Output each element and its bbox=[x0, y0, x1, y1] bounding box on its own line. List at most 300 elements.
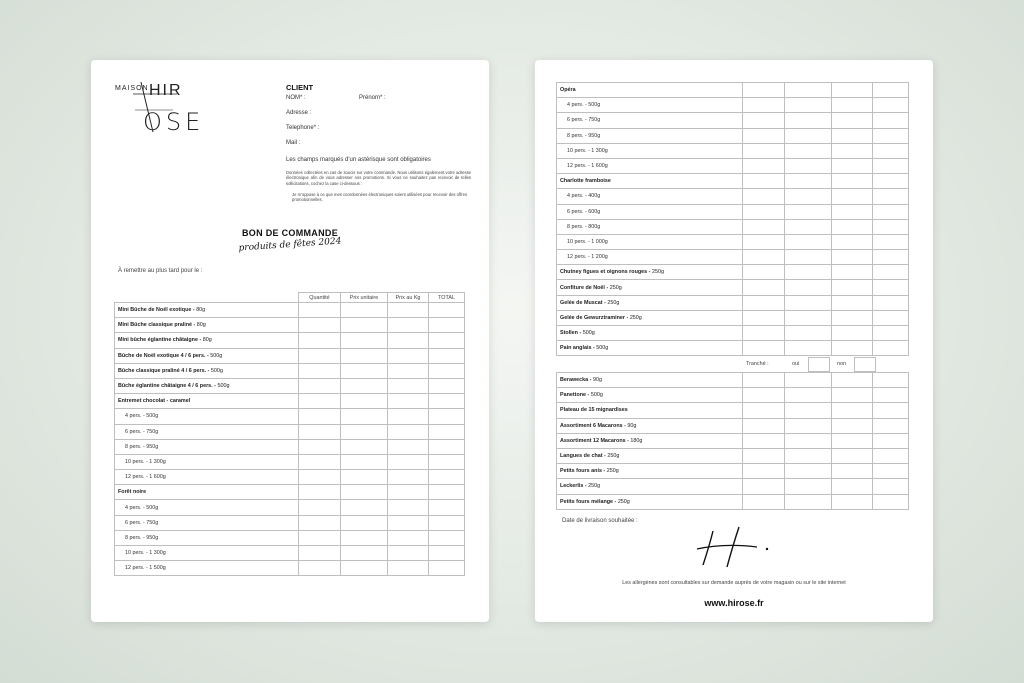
product-title: Gelée de Gewurztraminer - bbox=[560, 314, 630, 321]
tranche-option bbox=[556, 357, 908, 372]
table-row bbox=[557, 341, 909, 356]
quantity-cell[interactable] bbox=[299, 546, 341, 561]
telephone-field[interactable]: Telephone* : bbox=[286, 125, 320, 131]
header-blank bbox=[115, 293, 299, 303]
product-name bbox=[557, 464, 743, 479]
unit-price-cell bbox=[341, 439, 388, 454]
unit-price-cell bbox=[785, 143, 832, 158]
unit-price-cell bbox=[341, 470, 388, 485]
table-row bbox=[557, 219, 909, 234]
unit-price-cell bbox=[785, 388, 832, 403]
table-row bbox=[557, 464, 909, 479]
quantity-cell[interactable] bbox=[743, 250, 785, 265]
product-name: 6 pers. - 600g bbox=[557, 204, 743, 219]
kg-price-cell bbox=[832, 479, 873, 494]
quantity-cell[interactable] bbox=[299, 378, 341, 393]
product-name: 6 pers. - 750g bbox=[115, 515, 299, 530]
table-row bbox=[557, 388, 909, 403]
quantity-cell[interactable] bbox=[743, 280, 785, 295]
quantity-cell[interactable] bbox=[299, 318, 341, 333]
product-name: 12 pers. - 1 500g bbox=[115, 561, 299, 576]
total-cell bbox=[429, 424, 465, 439]
unit-price-cell bbox=[785, 373, 832, 388]
product-name: 8 pers. - 950g bbox=[115, 439, 299, 454]
quantity-cell[interactable] bbox=[299, 485, 341, 500]
quantity-cell[interactable] bbox=[299, 500, 341, 515]
kg-price-cell bbox=[832, 388, 873, 403]
quantity-cell[interactable] bbox=[299, 561, 341, 576]
order-table-right-bottom bbox=[556, 372, 909, 510]
quantity-cell[interactable] bbox=[743, 373, 785, 388]
unit-price-cell bbox=[785, 448, 832, 463]
quantity-cell[interactable] bbox=[743, 388, 785, 403]
product-title: Mini Bûche classique praliné - bbox=[118, 322, 197, 329]
quantity-cell[interactable] bbox=[743, 494, 785, 509]
product-weight: 500g bbox=[210, 352, 223, 359]
tranche-oui-checkbox[interactable] bbox=[808, 357, 830, 372]
quantity-cell[interactable] bbox=[743, 204, 785, 219]
product-name: 12 pers. - 1 200g bbox=[557, 250, 743, 265]
product-name bbox=[557, 280, 743, 295]
kg-price-cell bbox=[388, 378, 429, 393]
product-weight: 80g bbox=[196, 322, 206, 329]
unit-price-cell bbox=[341, 303, 388, 318]
total-cell bbox=[429, 454, 465, 469]
product-weight: 250g bbox=[606, 468, 619, 475]
kg-price-cell bbox=[832, 448, 873, 463]
order-form-page-1 bbox=[91, 60, 489, 622]
kg-price-cell bbox=[832, 418, 873, 433]
unit-price-cell bbox=[341, 424, 388, 439]
nom-field[interactable]: NOM* : bbox=[286, 95, 306, 101]
table-row bbox=[115, 439, 465, 454]
product-name: 10 pers. - 1 300g bbox=[115, 454, 299, 469]
kg-price-cell bbox=[388, 363, 429, 378]
total-cell bbox=[873, 128, 909, 143]
product-name bbox=[557, 433, 743, 448]
table-row bbox=[557, 494, 909, 509]
table-row bbox=[115, 470, 465, 485]
table-row bbox=[557, 98, 909, 113]
quantity-cell[interactable] bbox=[743, 234, 785, 249]
product-weight: 250g bbox=[607, 453, 620, 460]
unit-price-cell bbox=[785, 83, 832, 98]
product-name bbox=[115, 485, 299, 500]
kg-price-cell bbox=[832, 433, 873, 448]
logo-maison: MAISON bbox=[115, 85, 149, 92]
total-cell bbox=[429, 318, 465, 333]
product-title: Bûche églantine châtaigne 4 / 6 pers. - bbox=[118, 383, 218, 390]
product-name: 4 pers. - 400g bbox=[557, 189, 743, 204]
total-cell bbox=[873, 479, 909, 494]
quantity-cell[interactable] bbox=[743, 219, 785, 234]
quantity-cell[interactable] bbox=[743, 479, 785, 494]
table-row bbox=[557, 265, 909, 280]
unit-price-cell bbox=[785, 113, 832, 128]
kg-price-cell bbox=[388, 409, 429, 424]
unit-price-cell bbox=[785, 128, 832, 143]
total-cell bbox=[429, 485, 465, 500]
mail-field[interactable]: Mail : bbox=[286, 140, 301, 146]
quantity-cell[interactable] bbox=[743, 341, 785, 356]
product-name: 10 pers. - 1 300g bbox=[557, 143, 743, 158]
total-cell bbox=[873, 204, 909, 219]
allergen-note: Les allergènes sont consultables sur demande auprès de votre magasin ou sur le site internet bbox=[622, 580, 846, 586]
product-name bbox=[557, 174, 743, 189]
unit-price-cell bbox=[785, 158, 832, 173]
privacy-note: Données collectées en cas de soucis sur votre commande. Nous utilisons également votre adresse électronique afin de vous adresser nos promotions. Si vous ne souhaitez pas recevoir de telles sollicitations, cochez la case ci-dessous : bbox=[286, 170, 471, 186]
unit-price-cell bbox=[341, 561, 388, 576]
product-title: Berawecka - bbox=[560, 377, 593, 384]
unit-price-cell bbox=[341, 515, 388, 530]
table-row bbox=[557, 189, 909, 204]
kg-price-cell bbox=[832, 219, 873, 234]
product-name: 8 pers. - 800g bbox=[557, 219, 743, 234]
product-name bbox=[115, 348, 299, 363]
kg-price-cell bbox=[388, 318, 429, 333]
kg-price-cell bbox=[832, 326, 873, 341]
product-name bbox=[115, 363, 299, 378]
header-prix-kg: Prix au Kg bbox=[388, 293, 429, 303]
kg-price-cell bbox=[832, 98, 873, 113]
kg-price-cell bbox=[832, 158, 873, 173]
website-link[interactable]: www.hirose.fr bbox=[704, 598, 764, 608]
total-cell bbox=[873, 295, 909, 310]
header-quantite: Quantité bbox=[299, 293, 341, 303]
quantity-cell[interactable] bbox=[299, 303, 341, 318]
kg-price-cell bbox=[388, 500, 429, 515]
kg-price-cell bbox=[388, 470, 429, 485]
kg-price-cell bbox=[388, 424, 429, 439]
optout-checkbox-label[interactable]: Je m'oppose à ce que mes coordonnées électroniques soient utilisées pour recevoir des offres promotionnelles. bbox=[292, 191, 468, 203]
kg-price-cell bbox=[388, 515, 429, 530]
quantity-cell[interactable] bbox=[743, 403, 785, 418]
unit-price-cell bbox=[785, 295, 832, 310]
total-cell bbox=[429, 409, 465, 424]
product-name bbox=[557, 448, 743, 463]
quantity-cell[interactable] bbox=[299, 394, 341, 409]
product-weight: 250g bbox=[651, 269, 664, 276]
kg-price-cell bbox=[388, 561, 429, 576]
kg-price-cell bbox=[388, 303, 429, 318]
product-name bbox=[557, 295, 743, 310]
table-row bbox=[557, 479, 909, 494]
table-row bbox=[557, 234, 909, 249]
table-row bbox=[557, 373, 909, 388]
deadline-label: À remettre au plus tard pour le : bbox=[118, 268, 203, 274]
unit-price-cell bbox=[785, 174, 832, 189]
product-name bbox=[557, 326, 743, 341]
product-name: 4 pers. - 500g bbox=[115, 409, 299, 424]
unit-price-cell bbox=[341, 485, 388, 500]
unit-price-cell bbox=[341, 409, 388, 424]
kg-price-cell bbox=[832, 83, 873, 98]
table-row bbox=[115, 424, 465, 439]
table-row bbox=[115, 546, 465, 561]
total-cell bbox=[873, 464, 909, 479]
table-row bbox=[557, 128, 909, 143]
product-weight: 500g bbox=[582, 330, 595, 337]
product-title: Mini bûche églantine châtaigne - bbox=[118, 337, 203, 344]
product-name bbox=[115, 378, 299, 393]
total-cell bbox=[873, 403, 909, 418]
table-row bbox=[557, 158, 909, 173]
client-section bbox=[286, 83, 471, 202]
kg-price-cell bbox=[832, 250, 873, 265]
unit-price-cell bbox=[785, 494, 832, 509]
quantity-cell[interactable] bbox=[743, 464, 785, 479]
product-title: Opéra bbox=[560, 87, 576, 94]
total-cell bbox=[873, 326, 909, 341]
quantity-cell[interactable] bbox=[299, 454, 341, 469]
product-title: Chutney figues et oignons rouges - bbox=[560, 269, 652, 276]
table-row bbox=[115, 500, 465, 515]
product-name bbox=[557, 310, 743, 325]
product-title: Bûche classique praliné 4 / 6 pers. - bbox=[118, 367, 211, 374]
product-weight: 500g bbox=[210, 367, 223, 374]
table-row bbox=[557, 433, 909, 448]
hirose-signature-icon bbox=[695, 525, 775, 569]
tranche-non: non bbox=[837, 361, 846, 367]
unit-price-cell bbox=[785, 234, 832, 249]
quantity-cell[interactable] bbox=[743, 310, 785, 325]
kg-price-cell bbox=[832, 403, 873, 418]
unit-price-cell bbox=[785, 250, 832, 265]
quantity-cell[interactable] bbox=[743, 113, 785, 128]
quantity-cell[interactable] bbox=[743, 326, 785, 341]
unit-price-cell bbox=[785, 189, 832, 204]
product-name bbox=[557, 341, 743, 356]
product-name bbox=[557, 373, 743, 388]
product-title: Panettone - bbox=[560, 392, 591, 399]
product-name bbox=[557, 494, 743, 509]
unit-price-cell bbox=[785, 433, 832, 448]
quantity-cell[interactable] bbox=[743, 448, 785, 463]
total-cell bbox=[873, 174, 909, 189]
header-total: TOTAL bbox=[429, 293, 465, 303]
unit-price-cell bbox=[785, 403, 832, 418]
adresse-field[interactable]: Adresse : bbox=[286, 110, 312, 116]
client-title: CLIENT bbox=[286, 83, 314, 92]
total-cell bbox=[873, 113, 909, 128]
product-name bbox=[557, 83, 743, 98]
product-weight: 500g bbox=[590, 392, 603, 399]
total-cell bbox=[873, 83, 909, 98]
product-weight: 500g bbox=[596, 345, 609, 352]
product-name bbox=[557, 388, 743, 403]
table-row bbox=[557, 204, 909, 219]
total-cell bbox=[429, 348, 465, 363]
quantity-cell[interactable] bbox=[299, 470, 341, 485]
kg-price-cell bbox=[388, 454, 429, 469]
order-subtitle: produits de fêtes 2024 bbox=[238, 236, 342, 254]
product-weight: 250g bbox=[607, 299, 620, 306]
table-header bbox=[115, 293, 465, 303]
quantity-cell[interactable] bbox=[299, 515, 341, 530]
tranche-oui: oui bbox=[792, 361, 800, 367]
product-weight: 250g bbox=[588, 483, 601, 490]
product-title: Bûche de Noël exotique 4 / 6 pers. - bbox=[118, 352, 211, 359]
unit-price-cell bbox=[785, 204, 832, 219]
table-row bbox=[557, 143, 909, 158]
header-prix-unitaire: Prix unitaire bbox=[341, 293, 388, 303]
quantity-cell[interactable] bbox=[299, 348, 341, 363]
unit-price-cell bbox=[341, 318, 388, 333]
table-row bbox=[557, 326, 909, 341]
kg-price-cell bbox=[388, 546, 429, 561]
total-cell bbox=[873, 373, 909, 388]
total-cell bbox=[873, 250, 909, 265]
kg-price-cell bbox=[388, 394, 429, 409]
prenom-field[interactable]: Prénom* : bbox=[359, 95, 386, 101]
quantity-cell[interactable] bbox=[743, 128, 785, 143]
total-cell bbox=[429, 470, 465, 485]
required-note: Les champs marqués d'un astérisque sont obligatoires bbox=[286, 157, 431, 163]
product-title: Confiture de Noël - bbox=[560, 284, 610, 291]
quantity-cell[interactable] bbox=[299, 439, 341, 454]
total-cell bbox=[873, 448, 909, 463]
kg-price-cell bbox=[388, 439, 429, 454]
product-title: Petits fours anis - bbox=[560, 468, 607, 475]
unit-price-cell bbox=[785, 341, 832, 356]
product-title: Langues de chat - bbox=[560, 453, 608, 460]
quantity-cell[interactable] bbox=[743, 83, 785, 98]
product-weight: 80g bbox=[196, 307, 206, 314]
product-weight: 80g bbox=[202, 337, 212, 344]
kg-price-cell bbox=[832, 204, 873, 219]
kg-price-cell bbox=[832, 113, 873, 128]
kg-price-cell bbox=[832, 341, 873, 356]
quantity-cell[interactable] bbox=[743, 174, 785, 189]
product-name: 10 pers. - 1 300g bbox=[115, 546, 299, 561]
total-cell bbox=[873, 418, 909, 433]
unit-price-cell bbox=[341, 546, 388, 561]
total-cell bbox=[429, 303, 465, 318]
quantity-cell[interactable] bbox=[743, 143, 785, 158]
product-name: 6 pers. - 750g bbox=[115, 424, 299, 439]
product-name: 6 pers. - 750g bbox=[557, 113, 743, 128]
kg-price-cell bbox=[832, 143, 873, 158]
quantity-cell[interactable] bbox=[743, 98, 785, 113]
kg-price-cell bbox=[832, 464, 873, 479]
quantity-cell[interactable] bbox=[299, 424, 341, 439]
table-row bbox=[115, 394, 465, 409]
logo-ose: OSE bbox=[143, 108, 205, 136]
order-table-right-top bbox=[556, 82, 909, 356]
kg-price-cell bbox=[832, 373, 873, 388]
kg-price-cell bbox=[388, 485, 429, 500]
quantity-cell[interactable] bbox=[743, 265, 785, 280]
total-cell bbox=[873, 310, 909, 325]
order-form-page-2 bbox=[535, 60, 933, 622]
product-name: 8 pers. - 950g bbox=[115, 530, 299, 545]
quantity-cell[interactable] bbox=[743, 433, 785, 448]
quantity-cell[interactable] bbox=[299, 530, 341, 545]
product-name bbox=[115, 394, 299, 409]
product-name: 10 pers. - 1 000g bbox=[557, 234, 743, 249]
unit-price-cell bbox=[785, 219, 832, 234]
table-row bbox=[557, 113, 909, 128]
total-cell bbox=[873, 494, 909, 509]
product-title: Assortiment 12 Macarons - bbox=[560, 437, 631, 444]
product-weight: 500g bbox=[217, 383, 230, 390]
table-row bbox=[557, 418, 909, 433]
quantity-cell[interactable] bbox=[299, 409, 341, 424]
total-cell bbox=[873, 189, 909, 204]
quantity-cell[interactable] bbox=[743, 158, 785, 173]
kg-price-cell bbox=[832, 295, 873, 310]
product-name: 12 pers. - 1 600g bbox=[557, 158, 743, 173]
product-name bbox=[115, 318, 299, 333]
product-title: Charlotte framboise bbox=[560, 178, 611, 185]
total-cell bbox=[429, 363, 465, 378]
product-title: Leckerlis - bbox=[560, 483, 589, 490]
unit-price-cell bbox=[785, 98, 832, 113]
unit-price-cell bbox=[785, 418, 832, 433]
product-weight: 250g bbox=[629, 314, 642, 321]
table-row bbox=[115, 348, 465, 363]
kg-price-cell bbox=[832, 174, 873, 189]
tranche-non-checkbox[interactable] bbox=[854, 357, 876, 372]
quantity-cell[interactable] bbox=[743, 418, 785, 433]
total-cell bbox=[873, 433, 909, 448]
total-cell bbox=[873, 158, 909, 173]
unit-price-cell bbox=[341, 500, 388, 515]
product-title: Pain anglais - bbox=[560, 345, 597, 352]
table-row bbox=[557, 280, 909, 295]
product-title: Petits fours mélange - bbox=[560, 498, 618, 505]
product-title: Mini Bûche de Noël exotique - bbox=[118, 307, 197, 314]
kg-price-cell bbox=[388, 348, 429, 363]
quantity-cell[interactable] bbox=[743, 189, 785, 204]
product-title: Entremet chocolat - caramel bbox=[118, 398, 191, 405]
kg-price-cell bbox=[832, 234, 873, 249]
product-name bbox=[557, 479, 743, 494]
total-cell bbox=[429, 394, 465, 409]
quantity-cell[interactable] bbox=[743, 295, 785, 310]
total-cell bbox=[873, 98, 909, 113]
kg-price-cell bbox=[388, 530, 429, 545]
total-cell bbox=[873, 388, 909, 403]
product-name: 8 pers. - 950g bbox=[557, 128, 743, 143]
product-title: Stollen - bbox=[560, 330, 583, 337]
total-cell bbox=[429, 530, 465, 545]
product-weight: 90g bbox=[592, 377, 602, 384]
product-title: Plateau de 15 mignardises bbox=[560, 407, 628, 414]
table-row bbox=[557, 448, 909, 463]
table-row bbox=[115, 318, 465, 333]
product-title: Assortiment 6 Macarons - bbox=[560, 422, 628, 429]
table-row bbox=[115, 303, 465, 318]
total-cell bbox=[873, 234, 909, 249]
product-weight: 90g bbox=[627, 422, 637, 429]
order-table-left bbox=[114, 292, 465, 576]
unit-price-cell bbox=[341, 394, 388, 409]
total-cell bbox=[873, 265, 909, 280]
total-cell bbox=[429, 546, 465, 561]
delivery-date-label: Date de livraison souhaitée : bbox=[562, 518, 638, 524]
kg-price-cell bbox=[832, 280, 873, 295]
unit-price-cell bbox=[341, 363, 388, 378]
quantity-cell[interactable] bbox=[299, 333, 341, 348]
kg-price-cell bbox=[832, 494, 873, 509]
logo-hir: HIR bbox=[149, 82, 183, 99]
quantity-cell[interactable] bbox=[299, 363, 341, 378]
product-weight: 250g bbox=[617, 498, 630, 505]
unit-price-cell bbox=[341, 333, 388, 348]
kg-price-cell bbox=[388, 333, 429, 348]
total-cell bbox=[873, 280, 909, 295]
